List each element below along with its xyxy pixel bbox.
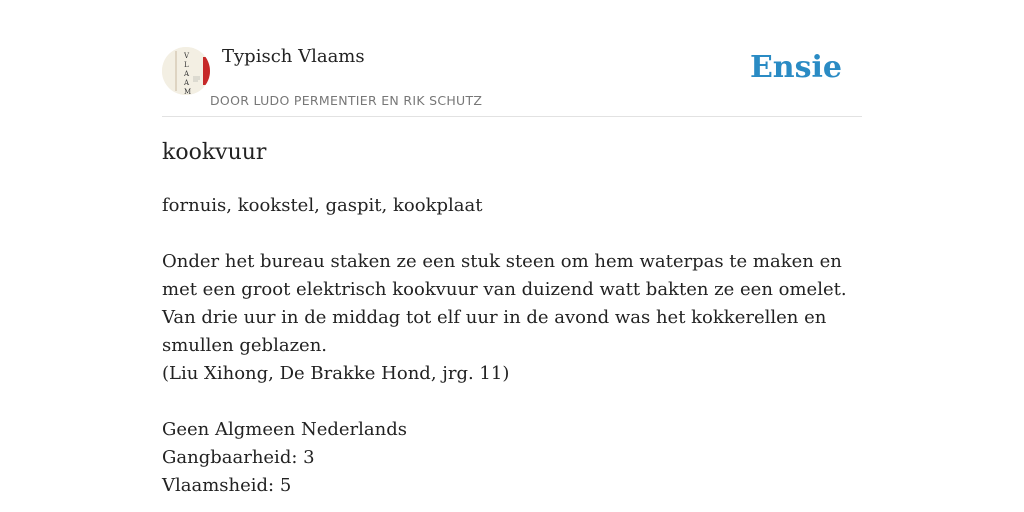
book-cover-logo-art — [162, 47, 210, 95]
entry-vlaamsheid: Vlaamsheid: 5 — [162, 475, 292, 496]
svg-text:M: M — [184, 88, 192, 95]
entry-source: (Liu Xihong, De Brakke Hond, jrg. 11) — [162, 363, 510, 384]
entry-body — [162, 192, 862, 500]
entry-synonyms: fornuis, kookstel, gaspit, kookplaat — [162, 195, 483, 216]
ensie-logo-link[interactable]: Ensie — [749, 50, 842, 85]
svg-text:L: L — [184, 61, 189, 69]
svg-text:A: A — [184, 70, 190, 78]
entry-status: Geen Algmeen Nederlands — [162, 419, 407, 440]
book-authors: DOOR LUDO PERMENTIER EN RIK SCHUTZ — [210, 93, 483, 108]
book-cover-logo[interactable] — [162, 47, 210, 95]
svg-text:V: V — [184, 52, 190, 60]
header — [162, 0, 862, 117]
book-title-link[interactable]: Typisch Vlaams — [222, 46, 365, 67]
svg-text:A: A — [184, 79, 190, 87]
entry-quote: Onder het bureau staken ze een stuk steen om hem waterpas te maken en met een groot elektrisch kookvuur van duizend watt bakten ze een omelet. Van drie uur in de middag tot elf uur in de avond was het kokkerellen en smullen geblazen. — [162, 251, 847, 356]
entry-gangbaarheid: Gangbaarheid: 3 — [162, 447, 315, 468]
entry-card — [162, 0, 862, 512]
entry-term: kookvuur — [162, 140, 267, 165]
